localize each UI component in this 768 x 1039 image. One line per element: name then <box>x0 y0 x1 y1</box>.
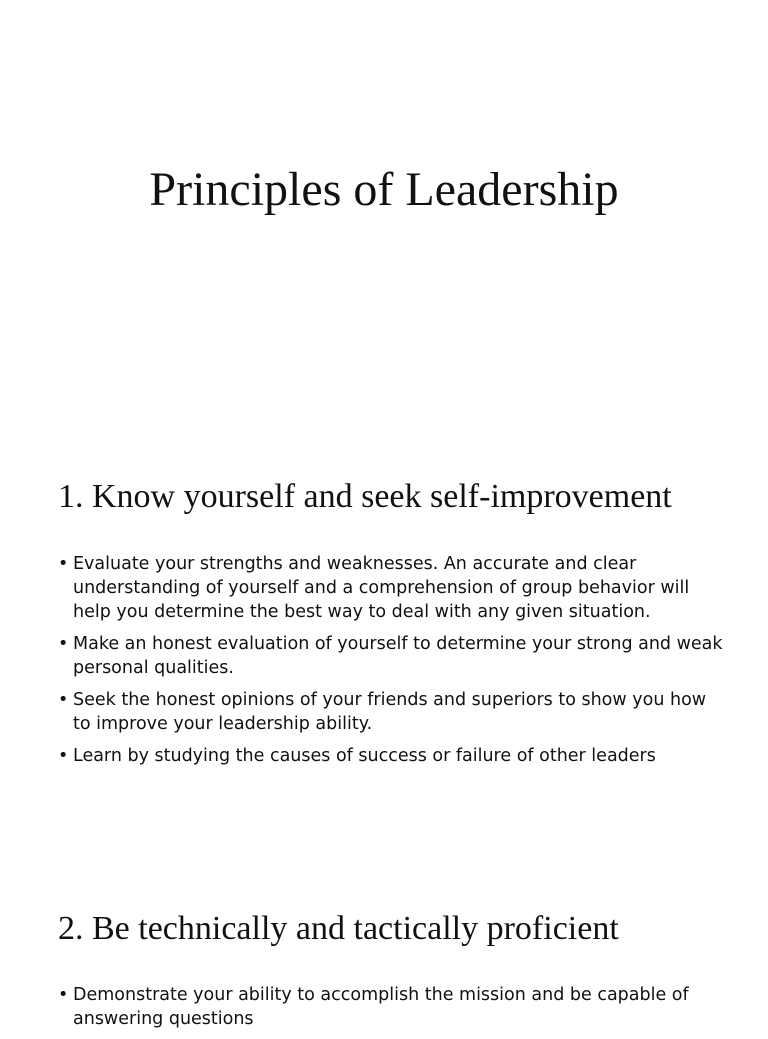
bullet-item <box>58 552 728 624</box>
bullet-list <box>58 552 728 776</box>
bullet-item <box>58 688 728 736</box>
bullet-icon: • <box>58 746 69 766</box>
bullet-item <box>58 744 728 768</box>
section-heading: 1. Know yourself and seek self-improvement <box>58 478 672 515</box>
section-heading: 2. Be technically and tactically proficient <box>58 910 619 947</box>
bullet-icon: • <box>58 690 69 710</box>
bullet-text: Make an honest evaluation of yourself to determine your strong and weak personal qualities. <box>73 634 723 678</box>
bullet-text: Evaluate your strengths and weaknesses. An accurate and clear understanding of yourself and a comprehension of group behavior will help you determine the best way to deal with any given situation. <box>73 554 690 622</box>
slide-technically-proficient <box>0 870 768 1029</box>
slide-title <box>0 0 768 420</box>
bullet-text: Demonstrate your ability to accomplish the mission and be capable of answering questions <box>73 985 689 1029</box>
bullet-text: Seek the honest opinions of your friends and superiors to show you how to improve your leadership ability. <box>73 690 707 734</box>
bullet-item <box>58 632 728 680</box>
page-title: Principles of Leadership <box>149 163 619 216</box>
bullet-icon: • <box>58 634 69 654</box>
slide-know-yourself <box>0 430 768 870</box>
bullet-icon: • <box>58 985 69 1005</box>
bullet-text: Learn by studying the causes of success or failure of other leaders <box>73 746 656 766</box>
bullet-icon: • <box>58 554 69 574</box>
bullet-list <box>58 983 728 1039</box>
